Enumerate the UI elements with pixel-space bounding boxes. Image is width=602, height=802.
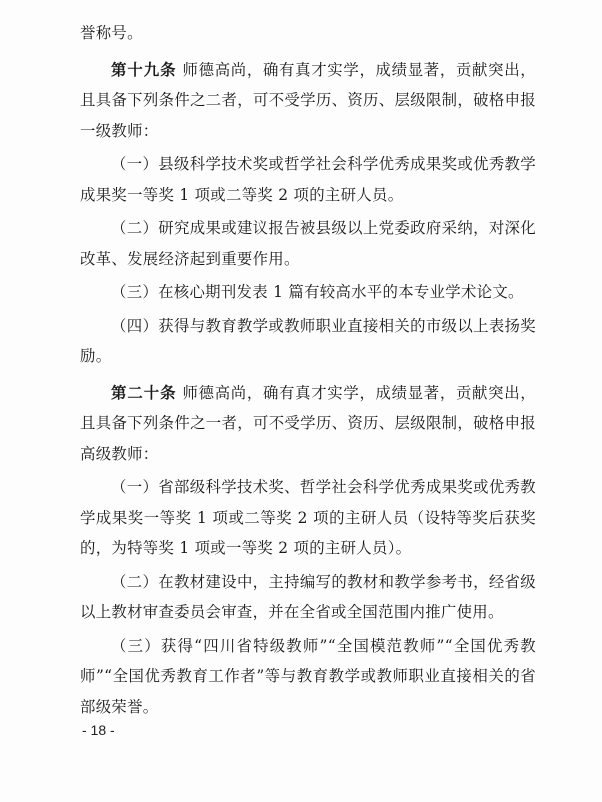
article-20-item-3: （三）获得“四川省特级教师”“全国模范教师”“全国优秀教师”“全国优秀教育工作者”等与教育教学或教师职业直接相关的省部级荣誉。 [80, 636, 536, 716]
carry-over-line: 誉称号。 [80, 24, 143, 42]
article-20 [80, 378, 536, 470]
article-20-item-2: （二）在教材建设中，主持编写的教材和教学参考书，经省级以上教材审查委员会审查，并在全省或全国范围内推广使用。 [80, 572, 536, 621]
article-19-text: 师德高尚，确有真才实学，成绩显著，贡献突出，且具备下列条件之二者，可不受学历、资历、层级限制，破格申报一级教师： [80, 60, 536, 140]
article-19-item-4: （四）获得与教育教学或教师职业直接相关的市级以上表扬奖励。 [80, 316, 536, 365]
article-20-text: 师德高尚，确有真才实学，成绩显著，贡献突出，且具备下列条件之一者，可不受学历、资历、层级限制，破格申报高级教师： [80, 383, 536, 463]
article-19-item-1: （一）县级科学技术奖或哲学社会科学优秀成果奖或优秀教学成果奖一等奖 1 项或二等奖 2 项的主研人员。 [80, 155, 536, 204]
article-19-item-3: （三）在核心期刊发表 1 篇有较高水平的本专业学术论文。 [111, 283, 524, 301]
page-number: - 18 - [82, 722, 115, 738]
article-19 [80, 55, 536, 147]
article-20-heading: 第二十条 [111, 383, 177, 402]
article-20-item-1: （一）省部级科学技术奖、哲学社会科学优秀成果奖或优秀教学成果奖一等奖 1 项或二等奖 2 项的主研人员（设特等奖后获奖的，为特等奖 1 项或一等奖 2 项的主研人员）。 [80, 478, 536, 557]
article-19-item-2: （二）研究成果或建议报告被县级以上党委政府采纳，对深化改革、发展经济起到重要作用。 [80, 219, 536, 268]
article-19-heading: 第十九条 [111, 60, 177, 79]
document-body [80, 18, 536, 722]
